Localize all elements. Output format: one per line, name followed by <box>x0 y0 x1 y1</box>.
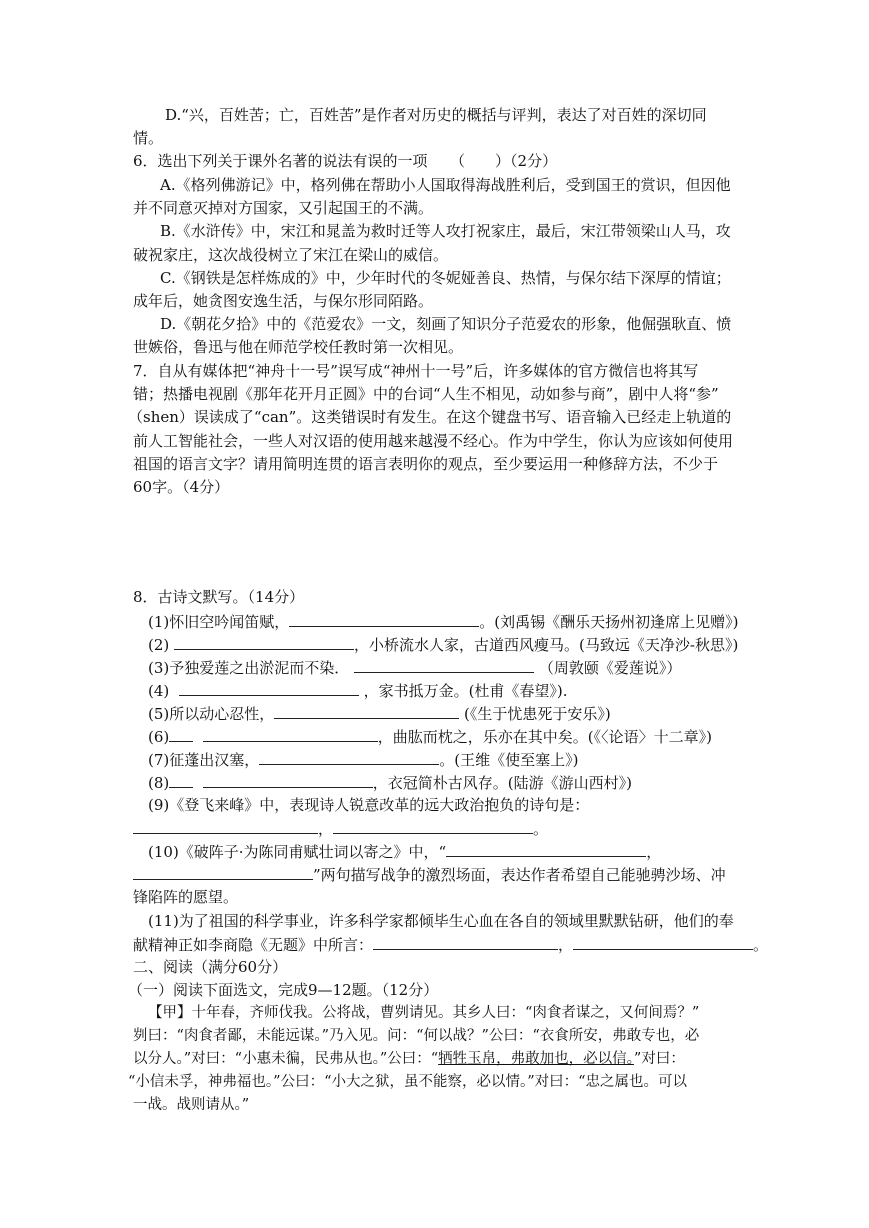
q8-item-1-blank[interactable] <box>289 610 479 627</box>
q8-item-4-blank[interactable] <box>179 679 359 696</box>
q8-item-5-blank[interactable] <box>274 702 459 719</box>
q8-item-6-label: (6) <box>148 728 170 746</box>
q8-stem: 8．古诗文默写。（14分） <box>133 588 305 606</box>
q8-item-11-text: 献精神正如李商隐《无题》中所言： <box>133 936 374 954</box>
q8-item-11-blank-b[interactable] <box>573 933 753 950</box>
q5-option-d-line1: D.“兴，百姓苦；亡，百姓苦”是作者对历史的概括与评判，表达了对百姓的深切同 <box>165 106 707 124</box>
q6-option-a-line1: A.《格列佛游记》中，格列佛在帮助小人国取得海战胜利后，受到国王的赏识，但因他 <box>160 176 731 194</box>
underlined-sentence: 牺牲玉帛，弗敢加也，必以信。 <box>438 1051 634 1067</box>
section-2-heading: 二、阅读（满分60分） <box>133 958 288 976</box>
q8-item-3 <box>148 656 681 679</box>
q8-item-8-label: (8) <box>148 774 170 792</box>
q7-line4: 前人工智能社会，一些人对汉语的使用越来越漫不经心。作为中学生，你认为应该如何使用 <box>133 432 734 450</box>
q8-item-7 <box>148 748 578 771</box>
q8-item-10-cont <box>133 863 726 886</box>
q8-item-6 <box>148 725 712 748</box>
q8-item-10-blank-b[interactable] <box>133 863 313 880</box>
q6-option-d-line2: 世嫉俗，鲁迅与他在师范学校任教时第一次相见。 <box>133 338 464 356</box>
q6-option-d-line1: D.《朝花夕拾》中的《范爱农》一文，刻画了知识分子范爱农的形象，他倔强耿直、愤 <box>160 315 732 333</box>
q8-item-6-blank-a[interactable] <box>169 725 193 742</box>
q6-option-b-line1: B.《水浒传》中，宋江和晁盖为救时迁等人攻打祝家庄，最后，宋江带领梁山人马，攻 <box>160 222 731 240</box>
q8-item-3-text-a: (3)予独爱莲之出淤泥而不染． <box>148 659 350 677</box>
q8-item-4-label: (4) <box>148 682 170 700</box>
q8-item-6-blank-b[interactable] <box>203 725 378 742</box>
q8-item-10-blank-a[interactable] <box>446 840 646 857</box>
q8-item-2 <box>148 633 738 656</box>
q8-item-9-comma: ， <box>318 820 334 838</box>
q6-option-a-line2: 并不同意灭掉对方国家，又引起国王的不满。 <box>133 199 434 217</box>
q7-line6: 60字。（4分） <box>133 478 230 496</box>
q8-item-3-blank[interactable] <box>354 656 534 673</box>
q6-option-c-line1: C.《钢铁是怎样炼成的》中，少年时代的冬妮娅善良、热情，与保尔结下深厚的情谊； <box>160 269 731 287</box>
q8-item-9-stem: (9)《登飞来峰》中，表现诗人锐意改革的远大政治抱负的诗句是： <box>148 796 590 814</box>
q8-item-3-text-b: （周敦颐《爱莲说》） <box>538 659 682 677</box>
q7-line1: 7．自从有媒体把“神舟十一号”误写成“神州十一号”后，许多媒体的官方微信也将其写 <box>133 362 699 380</box>
q8-item-11-line1: (11)为了祖国的科学事业，许多科学家都倾毕生心血在各自的领域里默默钻研，他们的奉 <box>148 912 734 930</box>
q8-item-8 <box>148 771 632 794</box>
passage-jia-line3 <box>133 1048 685 1070</box>
q8-item-7-blank[interactable] <box>259 748 439 765</box>
q8-item-8-blank-a[interactable] <box>169 771 193 788</box>
q8-item-2-label: (2) <box>148 636 170 654</box>
q6-option-c-line2: 成年后，她贪图安逸生活，与保尔形同陌路。 <box>133 292 434 310</box>
q8-item-7-text-b: 。(王维《使至塞上》) <box>439 751 579 769</box>
q6-option-b-line2: 破祝家庄，这次战役树立了宋江在梁山的威信。 <box>133 246 449 264</box>
q8-item-9-blank-a[interactable] <box>133 817 318 834</box>
q8-item-4 <box>148 679 568 702</box>
reading-1-heading: （一）阅读下面选文，完成9—12题。（12分） <box>128 981 439 999</box>
q8-item-2-blank[interactable] <box>174 633 354 650</box>
q8-item-1-text-a: (1)怀旧空吟闻笛赋， <box>148 613 290 631</box>
q7-line5: 祖国的语言文字？请用简明连贯的语言表明你的观点，至少要运用一种修辞方法，不少于 <box>133 455 719 473</box>
q8-item-9-period: 。 <box>533 820 549 838</box>
q8-item-5-text-b: (《生于忧患死于安乐》) <box>464 705 611 723</box>
q5-option-d-line2: 情。 <box>133 129 164 147</box>
q7-line2: 错；热播电视剧《那年花开月正圆》中的台词“人生不相见，动如参与商”，剧中人将“参” <box>133 385 719 403</box>
q8-item-11-blank-a[interactable] <box>373 933 558 950</box>
q8-item-11-line2 <box>133 933 768 956</box>
passage-jia-line3-a: 以分人。”对曰：“小惠未徧，民弗从也。”公曰：“ <box>133 1051 439 1067</box>
q8-item-10-comma: ， <box>646 843 662 861</box>
q8-item-10-text-b: ”两句描写战争的激烈场面，表达作者希望自己能驰骋沙场、冲 <box>313 866 726 884</box>
passage-jia-line4: “小信未孚，神弗福也。”公曰：“小大之狱，虽不能察，必以情。”对曰：“忠之属也。可以 <box>128 1074 688 1090</box>
q8-item-11-comma: ， <box>558 936 574 954</box>
q8-item-11-period: 。 <box>753 936 769 954</box>
passage-jia-line1: 【甲】十年春，齐师伐我。公将战，曹刿请见。其乡人曰：“肉食者谋之，又何间焉？” <box>148 1005 700 1021</box>
q8-item-5 <box>148 702 611 725</box>
q8-item-9-answer <box>133 817 548 840</box>
q8-item-10-line3: 锋陷阵的愿望。 <box>133 888 239 906</box>
q8-item-4-text: ，家书抵万金。(杜甫《春望》). <box>363 682 568 700</box>
q8-item-8-blank-b[interactable] <box>203 771 373 788</box>
passage-jia-line2: 刿曰：“肉食者鄙，未能远谋。”乃入见。问：“何以战？”公曰：“衣食所安，弗敢专也，必 <box>133 1028 700 1044</box>
q6-stem: 6．选出下列关于课外名著的说法有误的一项 （ ）（2分） <box>133 152 558 170</box>
q8-item-5-text-a: (5)所以动心忍性， <box>148 705 275 723</box>
q8-item-8-text: ，衣冠简朴古风存。(陆游《游山西村》) <box>372 774 633 792</box>
q8-item-10 <box>148 840 661 863</box>
q8-item-2-text: ，小桥流水人家，古道西风瘦马。(马致远《天净沙-秋思》) <box>354 636 739 654</box>
q8-item-1-text-b: 。(刘禹锡《酬乐天扬州初逢席上见赠》) <box>479 613 739 631</box>
q8-item-1 <box>148 610 738 633</box>
q8-item-7-text-a: (7)征蓬出汉塞， <box>148 751 260 769</box>
passage-jia-line3-b: ”对曰： <box>633 1051 685 1067</box>
q7-line3: （shen）误读成了“can”。这类错误时有发生。在这个键盘书写、语音输入已经走上轨道的 <box>128 408 732 426</box>
q8-item-10-text-a: (10)《破阵子·为陈同甫赋壮词以寄之》中，“ <box>148 843 447 861</box>
passage-jia-line5: 一战。战则请从。” <box>133 1097 250 1113</box>
q8-item-9-blank-b[interactable] <box>333 817 533 834</box>
q8-item-6-text: ，曲肱而枕之，乐亦在其中矣。(《〈论语〉十二章》) <box>377 728 713 746</box>
